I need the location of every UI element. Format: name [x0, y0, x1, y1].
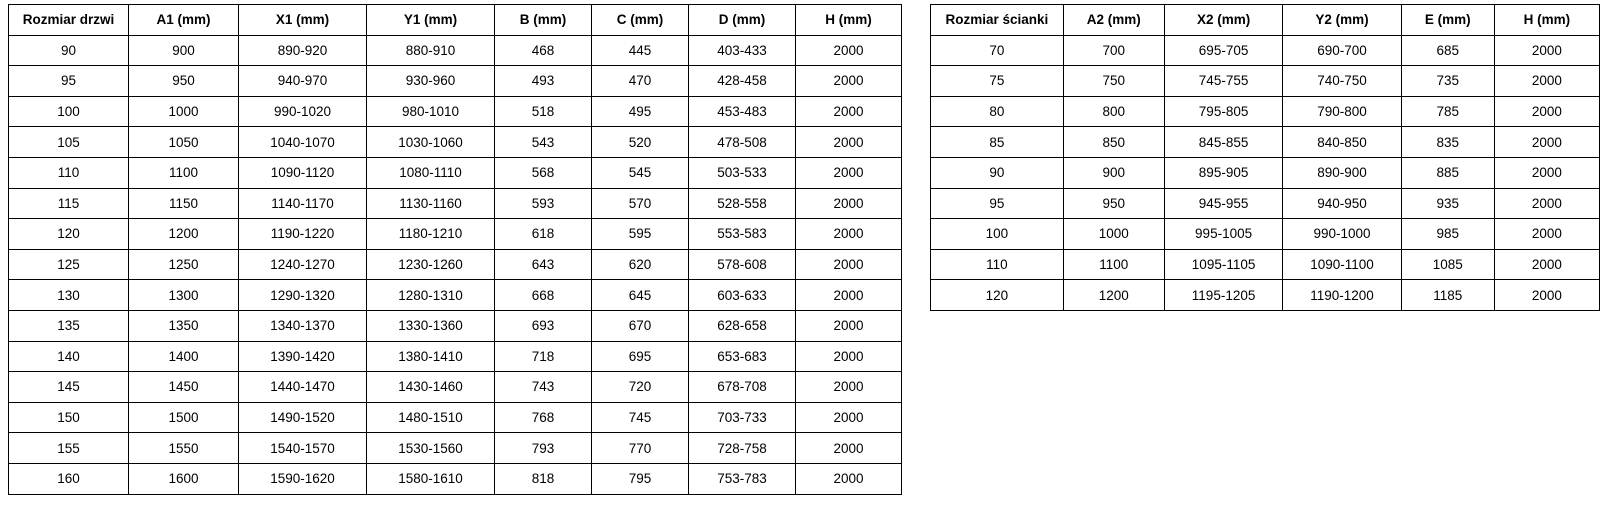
table-row — [931, 249, 1600, 280]
cell: 115 — [9, 188, 129, 219]
cell: 2000 — [796, 66, 902, 97]
cell: 545 — [592, 157, 689, 188]
walls-table-body — [931, 35, 1600, 310]
cell: 1195-1205 — [1164, 280, 1282, 311]
cell: 2000 — [796, 280, 902, 311]
table-row — [931, 35, 1600, 66]
cell: 553-583 — [689, 219, 796, 250]
table-row — [931, 219, 1600, 250]
cell: 930-960 — [367, 66, 495, 97]
cell: 95 — [9, 66, 129, 97]
cell: 85 — [931, 127, 1064, 158]
cell: 800 — [1063, 96, 1164, 127]
cell: 728-758 — [689, 433, 796, 464]
cell: 768 — [495, 402, 592, 433]
cell: 1230-1260 — [367, 249, 495, 280]
cell: 1280-1310 — [367, 280, 495, 311]
cell: 785 — [1401, 96, 1494, 127]
cell: 1290-1320 — [239, 280, 367, 311]
cell: 603-633 — [689, 280, 796, 311]
cell: 503-533 — [689, 157, 796, 188]
cell: 668 — [495, 280, 592, 311]
cell: 2000 — [796, 219, 902, 250]
table-row — [9, 249, 902, 280]
column-header-h: H (mm) — [1494, 5, 1599, 36]
cell: 1490-1520 — [239, 402, 367, 433]
column-header-door-size: Rozmiar drzwi — [9, 5, 129, 36]
cell: 1130-1160 — [367, 188, 495, 219]
cell: 735 — [1401, 66, 1494, 97]
cell: 1040-1070 — [239, 127, 367, 158]
cell: 2000 — [796, 372, 902, 403]
table-row — [9, 402, 902, 433]
cell: 110 — [9, 157, 129, 188]
cell: 80 — [931, 96, 1064, 127]
cell: 2000 — [1494, 66, 1599, 97]
cell: 1090-1100 — [1283, 249, 1401, 280]
cell: 990-1000 — [1283, 219, 1401, 250]
cell: 940-970 — [239, 66, 367, 97]
cell: 1000 — [1063, 219, 1164, 250]
cell: 145 — [9, 372, 129, 403]
cell: 593 — [495, 188, 592, 219]
cell: 693 — [495, 310, 592, 341]
cell: 445 — [592, 35, 689, 66]
cell: 125 — [9, 249, 129, 280]
cell: 2000 — [796, 310, 902, 341]
table-row — [9, 188, 902, 219]
cell: 695-705 — [1164, 35, 1282, 66]
doors-table-head — [9, 5, 902, 36]
cell: 528-558 — [689, 188, 796, 219]
cell: 1000 — [129, 96, 239, 127]
column-header-x2: X2 (mm) — [1164, 5, 1282, 36]
cell: 1480-1510 — [367, 402, 495, 433]
column-header-c: C (mm) — [592, 5, 689, 36]
column-header-a1: A1 (mm) — [129, 5, 239, 36]
table-row — [9, 341, 902, 372]
cell: 620 — [592, 249, 689, 280]
cell: 670 — [592, 310, 689, 341]
doors-table-container — [8, 4, 902, 495]
cell: 160 — [9, 463, 129, 494]
cell: 578-608 — [689, 249, 796, 280]
cell: 900 — [129, 35, 239, 66]
cell: 835 — [1401, 127, 1494, 158]
cell: 518 — [495, 96, 592, 127]
table-row — [9, 66, 902, 97]
cell: 2000 — [1494, 157, 1599, 188]
cell: 495 — [592, 96, 689, 127]
cell: 1085 — [1401, 249, 1494, 280]
cell: 743 — [495, 372, 592, 403]
cell: 155 — [9, 433, 129, 464]
cell: 403-433 — [689, 35, 796, 66]
cell: 950 — [1063, 188, 1164, 219]
cell: 695 — [592, 341, 689, 372]
cell: 520 — [592, 127, 689, 158]
cell: 1150 — [129, 188, 239, 219]
cell: 2000 — [1494, 280, 1599, 311]
cell: 1090-1120 — [239, 157, 367, 188]
cell: 2000 — [796, 127, 902, 158]
doors-dimension-table — [8, 4, 902, 495]
cell: 100 — [931, 219, 1064, 250]
table-header-row — [931, 5, 1600, 36]
cell: 470 — [592, 66, 689, 97]
table-row — [9, 219, 902, 250]
cell: 2000 — [1494, 219, 1599, 250]
cell: 1440-1470 — [239, 372, 367, 403]
cell: 90 — [931, 157, 1064, 188]
cell: 1380-1410 — [367, 341, 495, 372]
table-row — [931, 66, 1600, 97]
table-row — [931, 188, 1600, 219]
cell: 1390-1420 — [239, 341, 367, 372]
cell: 950 — [129, 66, 239, 97]
walls-dimension-table — [930, 4, 1600, 311]
cell: 2000 — [1494, 249, 1599, 280]
cell: 745 — [592, 402, 689, 433]
cell: 468 — [495, 35, 592, 66]
cell: 2000 — [1494, 188, 1599, 219]
cell: 643 — [495, 249, 592, 280]
cell: 1540-1570 — [239, 433, 367, 464]
cell: 2000 — [796, 35, 902, 66]
table-row — [931, 280, 1600, 311]
cell: 628-658 — [689, 310, 796, 341]
column-header-a2: A2 (mm) — [1063, 5, 1164, 36]
cell: 770 — [592, 433, 689, 464]
table-row — [9, 310, 902, 341]
cell: 2000 — [796, 341, 902, 372]
cell: 130 — [9, 280, 129, 311]
cell: 543 — [495, 127, 592, 158]
cell: 900 — [1063, 157, 1164, 188]
table-row — [9, 463, 902, 494]
cell: 795-805 — [1164, 96, 1282, 127]
cell: 750 — [1063, 66, 1164, 97]
column-header-e: E (mm) — [1401, 5, 1494, 36]
cell: 720 — [592, 372, 689, 403]
table-row — [9, 280, 902, 311]
cell: 1185 — [1401, 280, 1494, 311]
cell: 653-683 — [689, 341, 796, 372]
cell: 1530-1560 — [367, 433, 495, 464]
column-header-wall-size: Rozmiar ścianki — [931, 5, 1064, 36]
cell: 1190-1200 — [1283, 280, 1401, 311]
cell: 2000 — [1494, 127, 1599, 158]
cell: 1140-1170 — [239, 188, 367, 219]
table-row — [931, 127, 1600, 158]
column-header-y1: Y1 (mm) — [367, 5, 495, 36]
cell: 120 — [931, 280, 1064, 311]
cell: 2000 — [796, 188, 902, 219]
column-header-d: D (mm) — [689, 5, 796, 36]
cell: 1330-1360 — [367, 310, 495, 341]
cell: 690-700 — [1283, 35, 1401, 66]
cell: 2000 — [1494, 96, 1599, 127]
walls-table-head — [931, 5, 1600, 36]
cell: 980-1010 — [367, 96, 495, 127]
cell: 718 — [495, 341, 592, 372]
cell: 1080-1110 — [367, 157, 495, 188]
cell: 940-950 — [1283, 188, 1401, 219]
cell: 428-458 — [689, 66, 796, 97]
cell: 795 — [592, 463, 689, 494]
cell: 135 — [9, 310, 129, 341]
cell: 105 — [9, 127, 129, 158]
cell: 645 — [592, 280, 689, 311]
cell: 2000 — [796, 96, 902, 127]
cell: 95 — [931, 188, 1064, 219]
cell: 453-483 — [689, 96, 796, 127]
cell: 70 — [931, 35, 1064, 66]
column-header-b: B (mm) — [495, 5, 592, 36]
cell: 1095-1105 — [1164, 249, 1282, 280]
cell: 150 — [9, 402, 129, 433]
cell: 1430-1460 — [367, 372, 495, 403]
cell: 2000 — [796, 249, 902, 280]
cell: 1200 — [129, 219, 239, 250]
cell: 985 — [1401, 219, 1494, 250]
cell: 890-920 — [239, 35, 367, 66]
walls-table-container — [930, 4, 1600, 311]
cell: 818 — [495, 463, 592, 494]
cell: 570 — [592, 188, 689, 219]
cell: 1500 — [129, 402, 239, 433]
cell: 995-1005 — [1164, 219, 1282, 250]
column-header-y2: Y2 (mm) — [1283, 5, 1401, 36]
table-row — [9, 35, 902, 66]
column-header-x1: X1 (mm) — [239, 5, 367, 36]
cell: 935 — [1401, 188, 1494, 219]
table-row — [9, 127, 902, 158]
cell: 793 — [495, 433, 592, 464]
cell: 790-800 — [1283, 96, 1401, 127]
table-row — [9, 96, 902, 127]
cell: 1050 — [129, 127, 239, 158]
table-header-row — [9, 5, 902, 36]
cell: 1590-1620 — [239, 463, 367, 494]
cell: 685 — [1401, 35, 1494, 66]
cell: 75 — [931, 66, 1064, 97]
table-row — [931, 157, 1600, 188]
cell: 753-783 — [689, 463, 796, 494]
cell: 745-755 — [1164, 66, 1282, 97]
cell: 1180-1210 — [367, 219, 495, 250]
cell: 1030-1060 — [367, 127, 495, 158]
cell: 1340-1370 — [239, 310, 367, 341]
cell: 845-855 — [1164, 127, 1282, 158]
cell: 895-905 — [1164, 157, 1282, 188]
cell: 1190-1220 — [239, 219, 367, 250]
table-row — [9, 157, 902, 188]
cell: 703-733 — [689, 402, 796, 433]
cell: 110 — [931, 249, 1064, 280]
cell: 740-750 — [1283, 66, 1401, 97]
cell: 1450 — [129, 372, 239, 403]
cell: 568 — [495, 157, 592, 188]
cell: 990-1020 — [239, 96, 367, 127]
cell: 1300 — [129, 280, 239, 311]
cell: 850 — [1063, 127, 1164, 158]
cell: 890-900 — [1283, 157, 1401, 188]
cell: 1350 — [129, 310, 239, 341]
cell: 120 — [9, 219, 129, 250]
cell: 618 — [495, 219, 592, 250]
cell: 1240-1270 — [239, 249, 367, 280]
cell: 700 — [1063, 35, 1164, 66]
table-row — [9, 372, 902, 403]
cell: 2000 — [796, 433, 902, 464]
cell: 1600 — [129, 463, 239, 494]
cell: 1400 — [129, 341, 239, 372]
cell: 493 — [495, 66, 592, 97]
table-row — [9, 433, 902, 464]
cell: 478-508 — [689, 127, 796, 158]
cell: 140 — [9, 341, 129, 372]
cell: 678-708 — [689, 372, 796, 403]
cell: 1200 — [1063, 280, 1164, 311]
column-header-h: H (mm) — [796, 5, 902, 36]
cell: 2000 — [796, 463, 902, 494]
cell: 2000 — [796, 402, 902, 433]
cell: 1250 — [129, 249, 239, 280]
cell: 1100 — [1063, 249, 1164, 280]
cell: 1580-1610 — [367, 463, 495, 494]
cell: 100 — [9, 96, 129, 127]
cell: 880-910 — [367, 35, 495, 66]
table-row — [931, 96, 1600, 127]
cell: 90 — [9, 35, 129, 66]
cell: 2000 — [796, 157, 902, 188]
cell: 840-850 — [1283, 127, 1401, 158]
cell: 1100 — [129, 157, 239, 188]
cell: 1550 — [129, 433, 239, 464]
cell: 885 — [1401, 157, 1494, 188]
cell: 945-955 — [1164, 188, 1282, 219]
cell: 2000 — [1494, 35, 1599, 66]
doors-table-body — [9, 35, 902, 494]
cell: 595 — [592, 219, 689, 250]
